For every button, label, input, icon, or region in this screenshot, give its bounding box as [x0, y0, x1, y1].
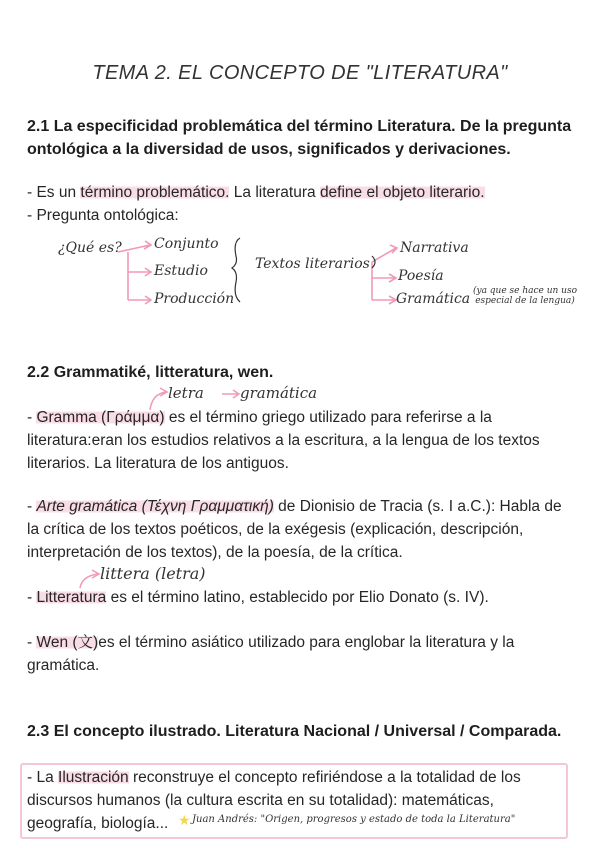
bullet-text: - Es un — [27, 184, 81, 201]
annotation-gramatica: gramática — [240, 384, 318, 402]
diagram-center: Textos literarios — [255, 256, 370, 272]
section-heading-2-2: 2.2 Grammatiké, litteratura, wen. — [27, 364, 274, 381]
paragraph-text: - La — [27, 769, 59, 786]
paragraph-text: de Dionisio de Tracia (s. I a.C.): Habla de la crítica de los textos poéticos, de la exégesis (explicación, descripción, interpretación de los textos), de la poesía, de la crítica. — [27, 498, 562, 561]
diagram-right-item-1: Narrativa — [400, 240, 469, 256]
paragraph-litteratura: - Litteratura es el término latino, establecido por Elio Donato (s. IV). — [27, 589, 489, 606]
paragraph-gramma: - Gramma (Γράμμα) es el término griego utilizado para referirse a la literatura:eran los estudios relativos a la escritura, a la lengua de los textos literarios. La literatura de los antiguos. — [27, 409, 540, 472]
diagram-left-item-2: Estudio — [154, 263, 208, 279]
diagram-question: ¿Qué es? — [58, 240, 122, 256]
highlight-litteratura: Litteratura — [36, 589, 107, 606]
highlight-define-object: define el objeto literario. — [319, 184, 485, 201]
section-heading-2-1: 2.1 La especificidad problemática del término Literatura. De la pregunta ontológica a la diversidad de usos, significados y derivaciones. — [27, 118, 572, 158]
annotation-littera: littera (letra) — [100, 564, 206, 583]
paragraph-text: es el término asiático utilizado para englobar la literatura y la gramática. — [27, 634, 515, 674]
diagram-note: (ya que se hace un uso especial de la lengua) — [472, 286, 578, 306]
section-heading-2-3: 2.3 El concepto ilustrado. Literatura Nacional / Universal / Comparada. — [27, 723, 562, 740]
paragraph-text: reconstruye el concepto refiriéndose a la totalidad de los discursos humanos (la cultura escrita en su totalidad): matemáticas, geografía, biología... — [27, 769, 521, 832]
paragraph-text: es el término griego utilizado para referirse a la literatura:eran los estudios relativos a la escritura, a la lengua de los textos literarios. La literatura de los antiguos. — [27, 409, 540, 472]
highlight-gramma: Gramma (Γράμμα) — [36, 409, 165, 426]
diagram-left-item-3: Producción — [154, 291, 235, 307]
arrow-to-narrativa — [372, 248, 396, 262]
bullet-text: La literatura — [229, 184, 320, 201]
highlight-ilustracion: Ilustración — [58, 769, 129, 786]
star-icon: ★ — [178, 812, 191, 828]
highlight-arte-gramatica: Arte gramática (Τέχνη Γραμματική) — [36, 498, 274, 515]
annotation-juan-andres: Juan Andrés: "Origen, progresos y estado de toda la Literatura" — [192, 814, 516, 825]
diagram-right-item-3: Gramática — [396, 291, 471, 307]
page-title: TEMA 2. EL CONCEPTO DE "LITERATURA" — [92, 62, 508, 84]
paragraph-wen: - Wen (文)es el término asiático utilizado para englobar la literatura y la gramática. — [27, 634, 515, 674]
paragraph-text: es el término latino, establecido por Elio Donato (s. IV). — [106, 589, 489, 606]
bullet-term-problematic — [27, 181, 575, 204]
diagram-right-item-2: Poesía — [398, 268, 444, 284]
highlight-term-problematic: término problemático. — [80, 184, 230, 201]
paragraph-arte-gramatica: - Arte gramática (Τέχνη Γραμματική) de Dionisio de Tracia (s. I a.C.): Habla de la crítica de los textos poéticos, de la exégesis (explicación, descripción, interpretación de los textos), de la poesía, de la crítica. — [27, 498, 562, 561]
highlight-wen: Wen (文) — [36, 634, 99, 651]
annotation-letra: letra — [168, 384, 204, 402]
diagram-left-item-1: Conjunto — [154, 236, 219, 252]
bullet-ontological-question: - Pregunta ontológica: — [27, 207, 179, 224]
